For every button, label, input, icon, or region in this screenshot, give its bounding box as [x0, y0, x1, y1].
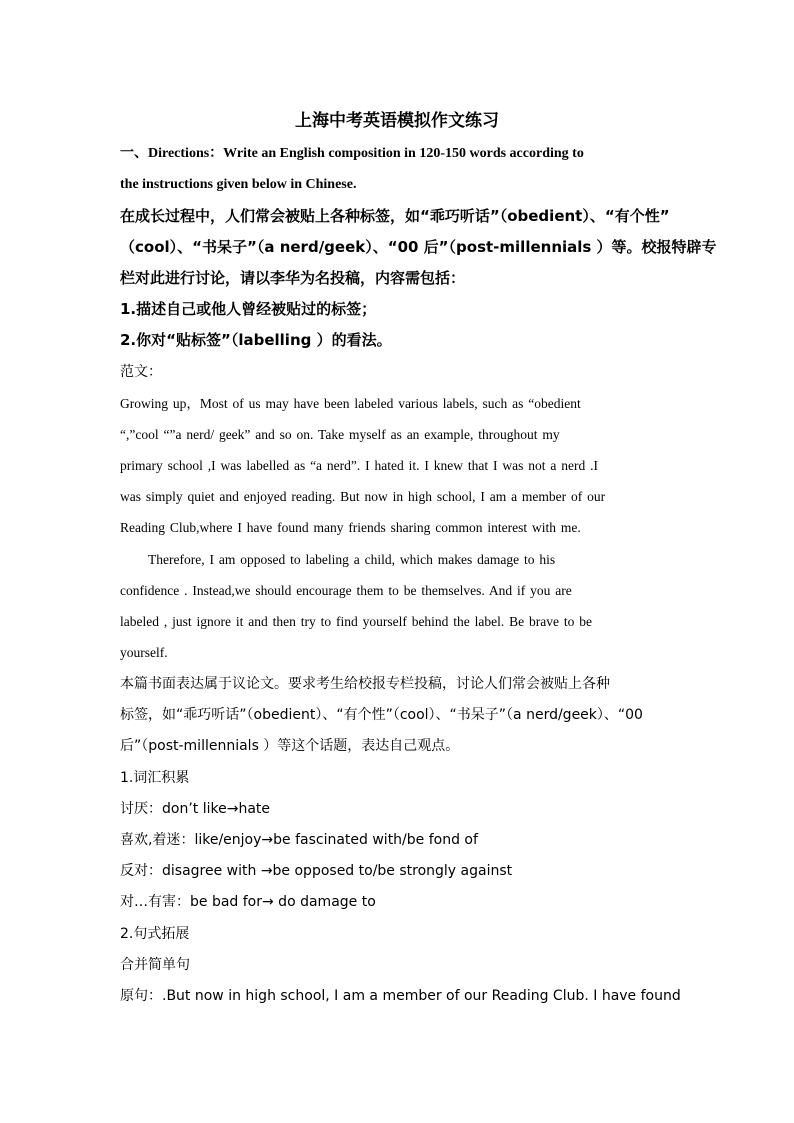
essay-line: “,”cool “”a nerd/ geek” and so on. Take myself as an example, throughout my	[120, 427, 560, 442]
prompt-point-2: 2.你对“贴标签”（labelling ）的看法。	[120, 331, 392, 349]
vocab-heading: 1.词汇积累	[120, 770, 190, 786]
vocab-item: 喜欢,着迷：like/enjoy→be fascinated with/be fond of	[120, 832, 478, 848]
essay-line: primary school ,I was labelled as “a nerd”. I hated it. I knew that I was not a nerd .I	[120, 458, 598, 473]
essay-line: Reading Club,where I have found many friends sharing common interest with me.	[120, 520, 581, 535]
analysis-line-2: 标签，如“乖巧听话”（obedient）、“有个性”（cool）、“书呆子”（a nerd/geek）、“00	[120, 707, 643, 723]
directions-line-2: the instructions given below in Chinese.	[120, 177, 357, 192]
prompt-line-3: 栏对此进行讨论，请以李华为名投稿，内容需包括：	[120, 269, 466, 287]
vocab-item: 讨厌：don’t like→hate	[120, 801, 271, 817]
essay-line: was simply quiet and enjoyed reading. But now in high school, I am a member of our	[120, 489, 606, 504]
prompt-point-1: 1.描述自己或他人曾经被贴过的标签；	[120, 300, 377, 318]
vocab-item: 反对：disagree with →be opposed to/be strongly against	[120, 863, 513, 879]
original-sentence: 原句：.But now in high school, I am a member of our Reading Club. I have found	[120, 988, 681, 1004]
sentence-subheading: 合并简单句	[120, 957, 190, 973]
essay-line: Therefore, I am opposed to labeling a child, which makes damage to his	[148, 552, 556, 567]
page-title: 上海中考英语模拟作文练习	[295, 111, 499, 131]
analysis-line-3: 后”（post-millennials ）等这个话题，表达自己观点。	[120, 738, 460, 754]
essay-line: labeled , just ignore it and then try to find yourself behind the label. Be brave to be	[120, 614, 593, 629]
essay-line: Growing up，Most of us may have been labeled various labels, such as “obedient	[120, 396, 581, 411]
directions-line-1: 一、Directions：Write an English composition in 120-150 words according to	[120, 146, 584, 161]
analysis-line-1: 本篇书面表达属于议论文。要求考生给校报专栏投稿，讨论人们常会被贴上各种	[120, 676, 610, 692]
prompt-line-1: 在成长过程中，人们常会被贴上各种标签，如“乖巧听话”（obedient）、“有个性”	[120, 207, 670, 225]
essay-line: confidence . Instead,we should encourage them to be themselves. And if you are	[120, 583, 572, 598]
vocab-item: 对…有害：be bad for→ do damage to	[120, 894, 376, 910]
prompt-line-2: （cool）、“书呆子”（a nerd/geek）、“00 后”（post-millennials ）等。校报特辟专	[120, 238, 717, 256]
essay-line: yourself.	[120, 645, 168, 660]
sentence-heading: 2.句式拓展	[120, 926, 190, 942]
sample-label: 范文：	[120, 364, 162, 380]
